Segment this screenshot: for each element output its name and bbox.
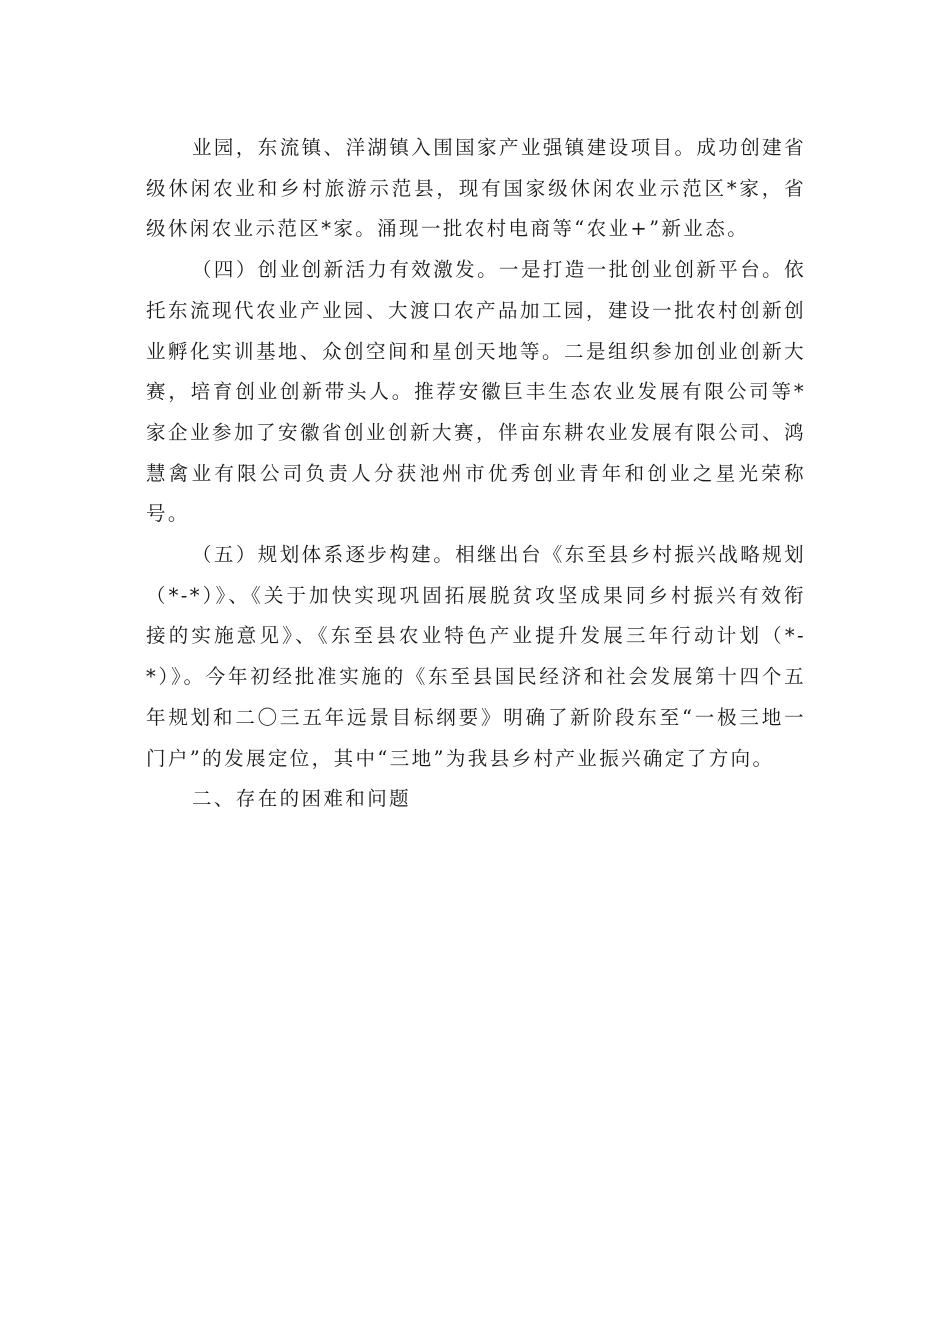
paragraph-innovation: （四）创业创新活力有效激发。一是打造一批创业创新平台。依托东流现代农业产业园、大渡口农产品加工园，建设一批农村创新创业孵化实训基地、众创空间和星创天地等。二是组织参加创业创新大赛，培育创业创新带头人。推荐安徽巨丰生态农业发展有限公司等*家企业参加了安徽省创业创新大赛，伴亩东耕农业发展有限公司、鸿慧禽业有限公司负责人分获池州市优秀创业青年和创业之星光荣称号。 xyxy=(146,258,806,526)
section-heading-problems: 二、存在的困难和问题 xyxy=(192,787,412,811)
paragraph-planning: （五）规划体系逐步构建。相继出台《东至县乡村振兴战略规划（*-*）》、《关于加快实现巩固拓展脱贫攻坚成果同乡村振兴有效衔接的实施意见》、《东至县农业特色产业提升发展三年行动计划（*-*）》。今年初经批准实施的《东至县国民经济和社会发展第十四个五年规划和二〇三五年远景目标纲要》明确了新阶段东至“一极三地一门户”的发展定位，其中“三地”为我县乡村产业振兴确定了方向。 xyxy=(146,543,806,770)
paragraph-industry-towns: 业园，东流镇、洋湖镇入围国家产业强镇建设项目。成功创建省级休闲农业和乡村旅游示范县，现有国家级休闲农业示范区*家，省级休闲农业示范区*家。涌现一批农村电商等“农业+”新业态。 xyxy=(146,136,806,241)
document-body xyxy=(146,128,806,820)
